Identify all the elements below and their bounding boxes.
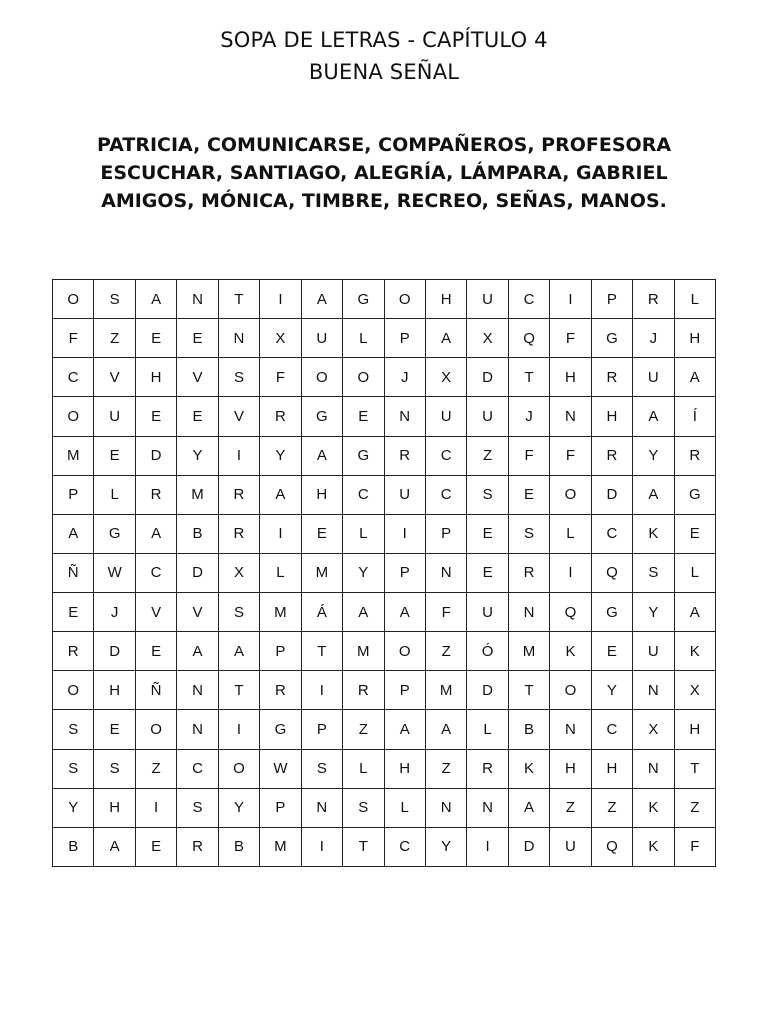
grid-cell[interactable]: W xyxy=(260,749,301,788)
grid-cell[interactable]: M xyxy=(301,553,342,592)
grid-cell[interactable]: C xyxy=(425,436,466,475)
grid-cell[interactable]: K xyxy=(550,632,591,671)
grid-cell[interactable]: Z xyxy=(467,436,508,475)
grid-row xyxy=(53,514,716,553)
grid-cell[interactable]: M xyxy=(343,632,384,671)
grid-cell[interactable]: V xyxy=(177,358,218,397)
grid-cell[interactable]: J xyxy=(633,319,674,358)
grid-cell[interactable]: N xyxy=(177,671,218,710)
grid-cell[interactable]: O xyxy=(384,280,425,319)
grid-cell[interactable]: H xyxy=(301,475,342,514)
grid-cell[interactable]: A xyxy=(508,788,549,827)
grid-cell[interactable]: L xyxy=(343,319,384,358)
grid-cell[interactable]: L xyxy=(674,553,715,592)
grid-cell[interactable]: V xyxy=(218,397,259,436)
grid-cell[interactable]: A xyxy=(384,710,425,749)
grid-cell[interactable]: L xyxy=(384,788,425,827)
grid-cell[interactable]: Z xyxy=(94,319,135,358)
grid-cell[interactable]: S xyxy=(633,553,674,592)
grid-cell[interactable]: B xyxy=(218,827,259,866)
grid-cell[interactable]: Í xyxy=(674,397,715,436)
grid-cell[interactable]: E xyxy=(177,319,218,358)
grid-cell[interactable]: P xyxy=(301,710,342,749)
grid-cell[interactable]: N xyxy=(301,788,342,827)
grid-cell[interactable]: G xyxy=(591,593,632,632)
grid-cell[interactable]: J xyxy=(508,397,549,436)
grid-cell[interactable]: S xyxy=(218,358,259,397)
grid-cell[interactable]: T xyxy=(343,827,384,866)
grid-cell[interactable]: U xyxy=(467,280,508,319)
grid-cell[interactable]: J xyxy=(94,593,135,632)
grid-cell[interactable]: I xyxy=(550,280,591,319)
grid-cell[interactable]: U xyxy=(633,632,674,671)
grid-cell[interactable]: R xyxy=(260,397,301,436)
grid-cell[interactable]: T xyxy=(508,358,549,397)
grid-cell[interactable]: P xyxy=(260,788,301,827)
word-list xyxy=(0,131,768,215)
grid-cell[interactable]: A xyxy=(301,280,342,319)
grid-cell[interactable]: R xyxy=(218,475,259,514)
grid-cell[interactable]: F xyxy=(508,436,549,475)
grid-cell[interactable]: A xyxy=(425,319,466,358)
word-list-line: AMIGOS, MÓNICA, TIMBRE, RECREO, SEÑAS, MANOS. xyxy=(101,190,667,212)
grid-cell[interactable]: N xyxy=(633,671,674,710)
grid-cell[interactable]: E xyxy=(467,514,508,553)
grid-cell[interactable]: C xyxy=(425,475,466,514)
grid-cell[interactable]: Y xyxy=(633,436,674,475)
grid-cell[interactable]: I xyxy=(301,827,342,866)
grid-cell[interactable]: F xyxy=(425,593,466,632)
grid-cell[interactable]: Z xyxy=(425,749,466,788)
grid-row xyxy=(53,436,716,475)
grid-cell[interactable]: H xyxy=(384,749,425,788)
grid-cell[interactable]: V xyxy=(135,593,176,632)
grid-cell[interactable]: E xyxy=(301,514,342,553)
grid-cell[interactable]: I xyxy=(384,514,425,553)
grid-cell[interactable]: O xyxy=(343,358,384,397)
grid-cell[interactable]: E xyxy=(94,436,135,475)
grid-cell[interactable]: M xyxy=(425,671,466,710)
grid-cell[interactable]: F xyxy=(53,319,94,358)
grid-cell[interactable]: R xyxy=(53,632,94,671)
grid-row xyxy=(53,553,716,592)
grid-cell[interactable]: L xyxy=(343,514,384,553)
page-title: SOPA DE LETRAS - CAPÍTULO 4 xyxy=(220,28,548,52)
grid-row xyxy=(53,475,716,514)
grid-cell[interactable]: X xyxy=(218,553,259,592)
grid-cell[interactable]: O xyxy=(301,358,342,397)
grid-cell[interactable]: Z xyxy=(135,749,176,788)
grid-cell[interactable]: S xyxy=(94,749,135,788)
grid-cell[interactable]: S xyxy=(467,475,508,514)
grid-cell[interactable]: G xyxy=(343,436,384,475)
grid-cell[interactable]: A xyxy=(135,514,176,553)
grid-row xyxy=(53,632,716,671)
grid-cell[interactable]: L xyxy=(674,280,715,319)
grid-cell[interactable]: R xyxy=(633,280,674,319)
grid-cell[interactable]: V xyxy=(94,358,135,397)
grid-cell[interactable]: G xyxy=(591,319,632,358)
grid-cell[interactable]: G xyxy=(301,397,342,436)
grid-cell[interactable]: I xyxy=(260,280,301,319)
grid-cell[interactable]: I xyxy=(218,710,259,749)
grid-cell[interactable]: O xyxy=(218,749,259,788)
grid-cell[interactable]: E xyxy=(135,632,176,671)
grid-cell[interactable]: A xyxy=(343,593,384,632)
grid-cell[interactable]: N xyxy=(177,710,218,749)
grid-cell[interactable]: G xyxy=(343,280,384,319)
grid-cell[interactable]: L xyxy=(260,553,301,592)
grid-row xyxy=(53,710,716,749)
grid-cell[interactable]: Q xyxy=(508,319,549,358)
grid-cell[interactable]: Ó xyxy=(467,632,508,671)
grid-cell[interactable]: K xyxy=(633,788,674,827)
grid-cell[interactable]: O xyxy=(135,710,176,749)
grid-cell[interactable]: Ñ xyxy=(53,553,94,592)
grid-cell[interactable]: U xyxy=(633,358,674,397)
grid-cell[interactable]: P xyxy=(384,671,425,710)
grid-cell[interactable]: N xyxy=(218,319,259,358)
grid-cell[interactable]: A xyxy=(177,632,218,671)
grid-cell[interactable]: U xyxy=(94,397,135,436)
grid-cell[interactable]: Y xyxy=(177,436,218,475)
grid-cell[interactable]: S xyxy=(218,593,259,632)
grid-cell[interactable]: Q xyxy=(591,553,632,592)
grid-cell[interactable]: U xyxy=(425,397,466,436)
grid-cell[interactable]: U xyxy=(384,475,425,514)
grid-cell[interactable]: N xyxy=(633,749,674,788)
grid-cell[interactable]: D xyxy=(467,671,508,710)
grid-cell[interactable]: A xyxy=(135,280,176,319)
grid-cell[interactable]: M xyxy=(177,475,218,514)
grid-cell[interactable]: M xyxy=(260,593,301,632)
grid-cell[interactable]: A xyxy=(218,632,259,671)
grid-cell[interactable]: Y xyxy=(260,436,301,475)
grid-cell[interactable]: P xyxy=(53,475,94,514)
grid-cell[interactable]: N xyxy=(467,788,508,827)
grid-cell[interactable]: A xyxy=(674,593,715,632)
grid-cell[interactable]: G xyxy=(674,475,715,514)
grid-cell[interactable]: H xyxy=(550,749,591,788)
grid-cell[interactable]: E xyxy=(674,514,715,553)
grid-cell[interactable]: D xyxy=(508,827,549,866)
grid-cell[interactable]: R xyxy=(177,827,218,866)
grid-cell[interactable]: T xyxy=(218,671,259,710)
grid-cell[interactable]: X xyxy=(425,358,466,397)
grid-cell[interactable]: S xyxy=(343,788,384,827)
grid-cell[interactable]: S xyxy=(508,514,549,553)
grid-cell[interactable]: F xyxy=(550,436,591,475)
grid-cell[interactable]: C xyxy=(135,553,176,592)
grid-cell[interactable]: Z xyxy=(550,788,591,827)
grid-cell[interactable]: D xyxy=(467,358,508,397)
grid-cell[interactable]: X xyxy=(467,319,508,358)
word-list-line: ESCUCHAR, SANTIAGO, ALEGRÍA, LÁMPARA, GABRIEL xyxy=(100,162,668,184)
grid-cell[interactable]: Y xyxy=(53,788,94,827)
grid-cell[interactable]: I xyxy=(467,827,508,866)
grid-cell[interactable]: D xyxy=(591,475,632,514)
grid-cell[interactable]: K xyxy=(674,632,715,671)
grid-cell[interactable]: H xyxy=(591,749,632,788)
grid-cell[interactable]: Z xyxy=(425,632,466,671)
grid-cell[interactable]: R xyxy=(218,514,259,553)
grid-cell[interactable]: B xyxy=(508,710,549,749)
grid-cell[interactable]: R xyxy=(674,436,715,475)
grid-cell[interactable]: M xyxy=(508,632,549,671)
grid-cell[interactable]: U xyxy=(550,827,591,866)
grid-cell[interactable]: X xyxy=(260,319,301,358)
grid-cell[interactable]: S xyxy=(53,749,94,788)
grid-cell[interactable]: P xyxy=(384,553,425,592)
grid-cell[interactable]: T xyxy=(301,632,342,671)
grid-cell[interactable]: L xyxy=(467,710,508,749)
grid-cell[interactable]: E xyxy=(177,397,218,436)
grid-cell[interactable]: Y xyxy=(343,553,384,592)
grid-cell[interactable]: V xyxy=(177,593,218,632)
grid-cell[interactable]: G xyxy=(260,710,301,749)
grid-cell[interactable]: A xyxy=(53,514,94,553)
grid-cell[interactable]: B xyxy=(53,827,94,866)
grid-cell[interactable]: I xyxy=(135,788,176,827)
grid-cell[interactable]: K xyxy=(633,514,674,553)
grid-cell[interactable]: T xyxy=(508,671,549,710)
grid-cell[interactable]: Z xyxy=(674,788,715,827)
grid-cell[interactable]: E xyxy=(135,827,176,866)
grid-cell[interactable]: N xyxy=(508,593,549,632)
grid-cell[interactable]: X xyxy=(674,671,715,710)
grid-cell[interactable]: W xyxy=(94,553,135,592)
grid-cell[interactable]: O xyxy=(384,632,425,671)
grid-cell[interactable]: A xyxy=(94,827,135,866)
grid-row xyxy=(53,319,716,358)
grid-cell[interactable]: E xyxy=(343,397,384,436)
grid-cell[interactable]: H xyxy=(94,671,135,710)
grid-cell[interactable]: J xyxy=(384,358,425,397)
grid-cell[interactable]: K xyxy=(633,827,674,866)
word-search-grid xyxy=(52,279,716,867)
grid-cell[interactable]: N xyxy=(384,397,425,436)
grid-cell[interactable]: S xyxy=(177,788,218,827)
grid-row xyxy=(53,397,716,436)
grid-cell[interactable]: L xyxy=(94,475,135,514)
grid-cell[interactable]: S xyxy=(94,280,135,319)
grid-cell[interactable]: D xyxy=(94,632,135,671)
grid-cell[interactable]: Q xyxy=(550,593,591,632)
grid-cell[interactable]: E xyxy=(53,593,94,632)
grid-cell[interactable]: M xyxy=(260,827,301,866)
grid-cell[interactable]: R xyxy=(135,475,176,514)
grid-cell[interactable]: P xyxy=(591,280,632,319)
grid-cell[interactable]: Á xyxy=(301,593,342,632)
grid-cell[interactable]: I xyxy=(260,514,301,553)
grid-cell[interactable]: H xyxy=(674,710,715,749)
grid-cell[interactable]: E xyxy=(135,319,176,358)
grid-cell[interactable]: P xyxy=(260,632,301,671)
grid-cell[interactable]: C xyxy=(508,280,549,319)
grid-cell[interactable]: N xyxy=(177,280,218,319)
grid-cell[interactable]: R xyxy=(260,671,301,710)
grid-cell[interactable]: E xyxy=(467,553,508,592)
grid-cell[interactable]: I xyxy=(550,553,591,592)
grid-cell[interactable]: R xyxy=(467,749,508,788)
grid-row xyxy=(53,749,716,788)
grid-cell[interactable]: S xyxy=(301,749,342,788)
grid-cell[interactable]: H xyxy=(550,358,591,397)
grid-cell[interactable]: A xyxy=(633,475,674,514)
grid-cell[interactable]: O xyxy=(550,671,591,710)
grid-cell[interactable]: Z xyxy=(343,710,384,749)
grid-cell[interactable]: N xyxy=(550,397,591,436)
grid-cell[interactable]: R xyxy=(343,671,384,710)
grid-cell[interactable]: E xyxy=(508,475,549,514)
grid-cell[interactable]: C xyxy=(177,749,218,788)
grid-cell[interactable]: P xyxy=(425,514,466,553)
grid-cell[interactable]: H xyxy=(591,397,632,436)
grid-cell[interactable]: Y xyxy=(633,593,674,632)
grid-cell[interactable]: C xyxy=(384,827,425,866)
grid-cell[interactable]: L xyxy=(550,514,591,553)
grid-cell[interactable]: Z xyxy=(591,788,632,827)
grid-cell[interactable]: Q xyxy=(591,827,632,866)
grid-cell[interactable]: R xyxy=(508,553,549,592)
grid-cell[interactable]: N xyxy=(425,788,466,827)
grid-cell[interactable]: D xyxy=(177,553,218,592)
grid-cell[interactable]: E xyxy=(94,710,135,749)
word-list-line: PATRICIA, COMUNICARSE, COMPAÑEROS, PROFESORA xyxy=(96,134,672,156)
grid-cell[interactable]: X xyxy=(633,710,674,749)
grid-cell[interactable]: Ñ xyxy=(135,671,176,710)
grid-row xyxy=(53,671,716,710)
grid-cell[interactable]: B xyxy=(177,514,218,553)
grid-cell[interactable]: E xyxy=(135,397,176,436)
grid-cell[interactable]: A xyxy=(633,397,674,436)
grid-cell[interactable]: C xyxy=(591,710,632,749)
grid-cell[interactable]: Y xyxy=(591,671,632,710)
grid-cell[interactable]: A xyxy=(425,710,466,749)
grid-cell[interactable]: U xyxy=(301,319,342,358)
grid-cell[interactable]: C xyxy=(343,475,384,514)
grid-cell[interactable]: F xyxy=(674,827,715,866)
grid-cell[interactable]: S xyxy=(53,710,94,749)
grid-cell[interactable]: O xyxy=(53,397,94,436)
grid-cell[interactable]: F xyxy=(550,319,591,358)
grid-cell[interactable]: H xyxy=(135,358,176,397)
grid-cell[interactable]: C xyxy=(53,358,94,397)
grid-cell[interactable]: T xyxy=(674,749,715,788)
grid-cell[interactable]: O xyxy=(53,671,94,710)
grid-cell[interactable]: A xyxy=(384,593,425,632)
grid-cell[interactable]: F xyxy=(260,358,301,397)
grid-cell[interactable]: H xyxy=(425,280,466,319)
grid-row xyxy=(53,358,716,397)
grid-cell[interactable]: D xyxy=(135,436,176,475)
grid-cell[interactable]: M xyxy=(53,436,94,475)
grid-cell[interactable]: Y xyxy=(425,827,466,866)
grid-cell[interactable]: R xyxy=(591,436,632,475)
grid-cell[interactable]: H xyxy=(674,319,715,358)
grid-cell[interactable]: U xyxy=(467,593,508,632)
grid-cell[interactable]: A xyxy=(674,358,715,397)
grid-row xyxy=(53,827,716,866)
grid-row xyxy=(53,788,716,827)
grid-cell[interactable]: K xyxy=(508,749,549,788)
grid-cell[interactable]: O xyxy=(53,280,94,319)
grid-cell[interactable]: O xyxy=(550,475,591,514)
grid-cell[interactable]: R xyxy=(591,358,632,397)
grid-cell[interactable]: N xyxy=(425,553,466,592)
grid-cell[interactable]: E xyxy=(591,632,632,671)
page-subtitle: BUENA SEÑAL xyxy=(308,60,460,84)
grid-cell[interactable]: P xyxy=(384,319,425,358)
grid-row xyxy=(53,280,716,319)
grid-cell[interactable]: I xyxy=(218,436,259,475)
grid-row xyxy=(53,593,716,632)
grid-cell[interactable]: C xyxy=(591,514,632,553)
grid-cell[interactable]: R xyxy=(384,436,425,475)
grid-cell[interactable]: T xyxy=(218,280,259,319)
grid-cell[interactable]: I xyxy=(301,671,342,710)
grid-cell[interactable]: H xyxy=(94,788,135,827)
grid-cell[interactable]: A xyxy=(301,436,342,475)
grid-cell[interactable]: N xyxy=(550,710,591,749)
grid-cell[interactable]: G xyxy=(94,514,135,553)
grid-cell[interactable]: L xyxy=(343,749,384,788)
grid-cell[interactable]: Y xyxy=(218,788,259,827)
grid-cell[interactable]: U xyxy=(467,397,508,436)
grid-cell[interactable]: A xyxy=(260,475,301,514)
